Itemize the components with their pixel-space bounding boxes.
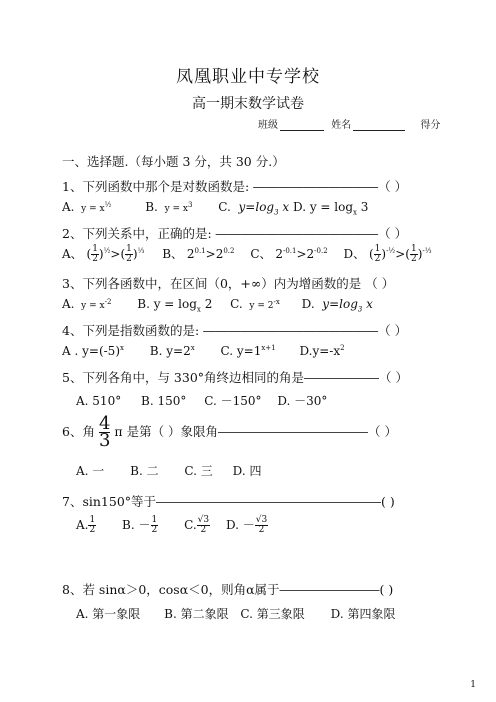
option-d: D. 第四象限 bbox=[330, 607, 396, 621]
question-5-options bbox=[76, 392, 327, 409]
option-c-label: C. bbox=[184, 518, 197, 532]
question-6-options bbox=[76, 462, 261, 479]
option-d-formula: $y=\log_3$ x bbox=[318, 297, 373, 314]
question-4-options: A . $y=(-5)^x$ B. $y=2^x$ C. $y=1^{x+1}$ $D.y=-x^2$ bbox=[62, 344, 345, 358]
option-a-label: A. bbox=[62, 200, 75, 214]
student-info-line bbox=[258, 116, 440, 131]
name-label: 姓名 bbox=[331, 120, 352, 131]
option-b-label: B、 bbox=[162, 247, 184, 261]
option-a-formula: ( $\frac{1}{2}$ )$^{\frac{1}{2}}$>( $\frac{1}{2}$ )$^{\frac{1}{3}}$ bbox=[86, 244, 145, 264]
question-1-options: A. $y = x^{\frac{1}{2}}$ B. $y = x^3$ C. $y=\log_3$ x D. $y = \log_x 3$ bbox=[62, 200, 369, 217]
question-7-stem: 7、sin150°等于――――――――――――――――――( ) bbox=[62, 494, 395, 509]
class-label: 班级 bbox=[258, 120, 278, 131]
option-a-label: A. bbox=[62, 297, 75, 311]
option-b-label: B. bbox=[145, 200, 158, 214]
option-c: C. 三 bbox=[184, 464, 213, 478]
option-d-label: D. － bbox=[225, 518, 255, 532]
option-d-label: D.y=-x bbox=[299, 344, 341, 358]
option-c-formula: $y=\log_3$ x bbox=[234, 200, 290, 217]
option-a-label: A . y=(-5) bbox=[62, 344, 120, 358]
question-8-options bbox=[76, 605, 395, 622]
option-b-label: B. y=2 bbox=[149, 344, 191, 358]
question-5-stem: 5、下列各角中，与 330°角终边相同的角是――――――（ ） bbox=[62, 370, 409, 385]
question-4-stem: 4、下列是指数函数的是: ――――――――――――――（ ） bbox=[62, 323, 408, 338]
option-d-formula: ( $\frac{1}{2}$ )$^{-\frac{1}{2}}$>( $\frac{1}{2}$ )$^{-\frac{1}{3}}$ bbox=[368, 244, 432, 264]
option-c: C. －150° bbox=[204, 394, 262, 408]
option-b: B. 第二象限 bbox=[164, 607, 229, 621]
option-c-label: C. bbox=[230, 297, 243, 311]
question-1-stem: 1、下列函数中那个是对数函数是: ――――――――――（ ） bbox=[62, 179, 408, 194]
question-3-stem: 3、下列各函数中，在区间（0，+∞）内为增函数的是 （ ） bbox=[62, 276, 395, 291]
exam-title: 高一期末数学试卷 bbox=[192, 96, 304, 112]
option-d: D. －30° bbox=[277, 394, 328, 408]
section-heading: 一、选择题.（每小题 3 分，共 30 分.） bbox=[62, 154, 285, 169]
option-b-label: B. － bbox=[122, 518, 151, 532]
class-blank[interactable] bbox=[280, 120, 324, 131]
option-d-label: D. bbox=[301, 297, 315, 311]
question-2-stem: 2、下列关系中，正确的是: ―――――――――――――（ ） bbox=[62, 226, 408, 241]
option-b: B. 二 bbox=[130, 464, 159, 478]
option-a: A. 第一象限 bbox=[76, 607, 141, 621]
option-a-formula: $y = x^{-2}$ bbox=[78, 298, 112, 311]
option-c-label: C. bbox=[218, 200, 231, 214]
question-3-options: A. $y = x^{-2}$ B. $y = \log_x 2$ C. $y = 2^{-x}$ D. $y=\log_3$ x bbox=[62, 297, 373, 314]
option-b-label: B. y = log bbox=[137, 297, 197, 311]
option-a-formula: $y = x^{\frac{1}{2}}$ bbox=[78, 201, 112, 214]
question-8-stem: 8、若 sinα＞0，cosα＜0，则角α属于――――――――( ) bbox=[62, 582, 394, 597]
option-c: C. 第三象限 bbox=[240, 607, 305, 621]
question-2-options bbox=[62, 245, 432, 264]
option-c-formula: $2^{-0.1}>2^{-0.2}$ bbox=[275, 247, 328, 261]
option-b: B. 150° bbox=[141, 394, 187, 408]
page-number: 1 bbox=[470, 680, 476, 690]
option-a-label: A、 bbox=[62, 247, 83, 261]
question-6-stem: 6、角 $\frac{4}{3}$ π 是第（ ）象限角――――――――――――（ ） bbox=[62, 413, 398, 452]
option-a-label: A. bbox=[76, 518, 89, 532]
option-a: A. 一 bbox=[76, 464, 105, 478]
option-d: D. 四 bbox=[232, 464, 262, 478]
option-b-formula: $2^{0.1}>2^{0.2}$ bbox=[186, 247, 235, 261]
score-label: 得分 bbox=[420, 120, 441, 131]
option-c-formula: $y = 2^{-x}$ bbox=[246, 298, 280, 311]
option-d-label: D. y = log bbox=[293, 200, 354, 214]
school-title: 凤凰职业中专学校 bbox=[176, 67, 320, 87]
fraction-4-3: $\frac{4}{3}$ bbox=[98, 413, 111, 452]
question-7-options: A. $\frac{1}{2}$ B. － $\frac{1}{2}$ C. $\frac{√3}{2}$ D. － $\frac{√3}{2}$ bbox=[76, 515, 268, 535]
name-blank[interactable] bbox=[353, 120, 405, 131]
option-a: A. 510° bbox=[76, 394, 122, 408]
option-c-label: C. y=1 bbox=[220, 344, 262, 358]
option-b-formula: $y = x^3$ bbox=[161, 201, 193, 214]
option-c-label: C、 bbox=[250, 247, 272, 261]
option-d-label: D、 bbox=[343, 247, 366, 261]
